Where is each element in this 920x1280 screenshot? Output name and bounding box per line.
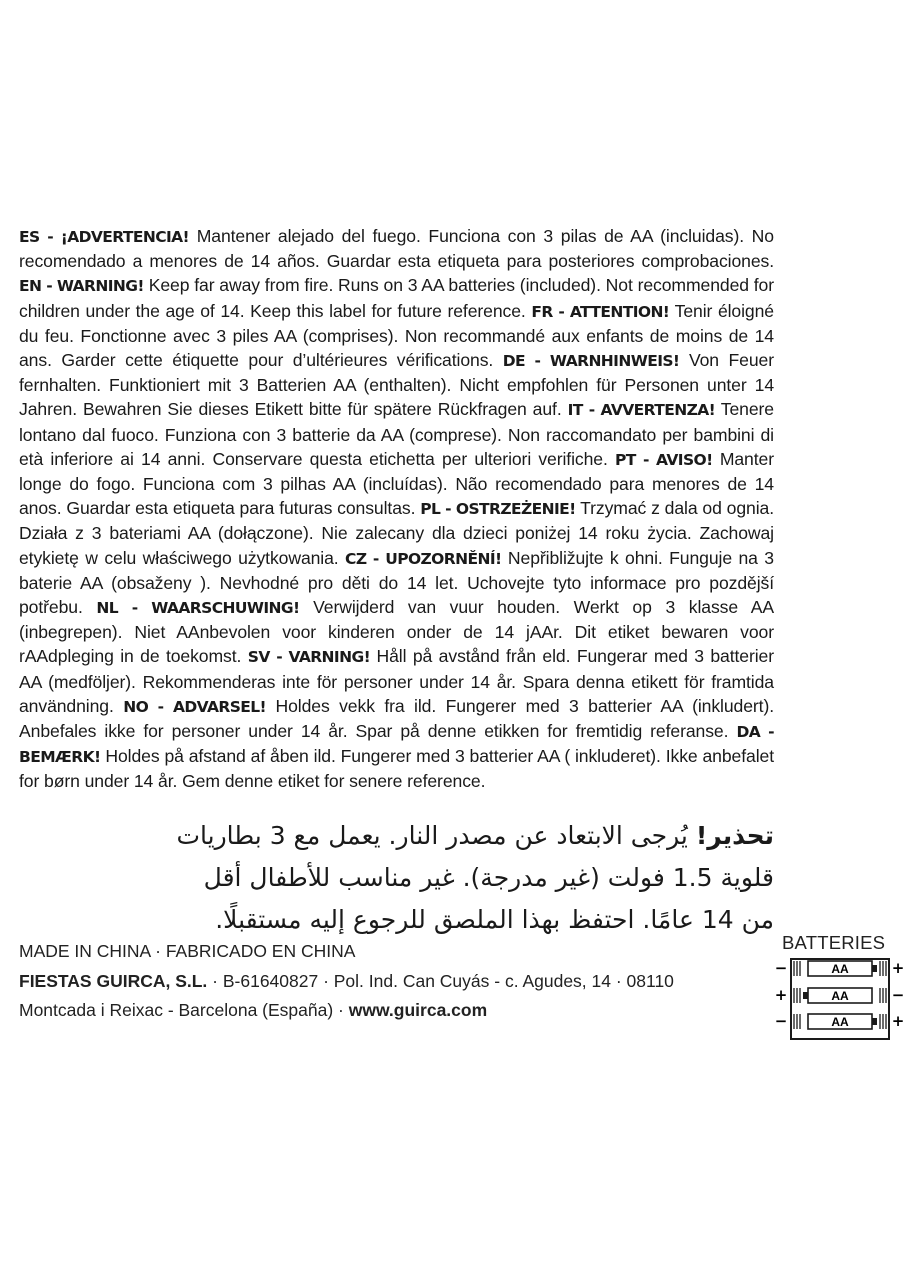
battery-title: BATTERIES <box>782 932 886 953</box>
battery-cell <box>775 986 905 1004</box>
battery-cell-label: AA <box>831 962 849 976</box>
warning-language-heading: IT - AVVERTENZA! <box>567 401 716 420</box>
warning-text: Holdes på afstand af åben ild. Fungerer med 3 batterier AA ( inkluderet). Ikke anbefalet for børn under 14 år. Gem denne etiket for senere reference. <box>19 746 774 792</box>
warning-language-heading: SV - VARNING! <box>247 648 371 667</box>
warning-text: Nepřibližujte k ohni. Funguje na 3 baterie AA (obsaženy ). Nevhodné pro děti do 14 let. Uchovejte tyto informace pro pozdější potřebu. <box>19 547 774 618</box>
address-line <box>19 1000 779 1021</box>
battery-holder-icon <box>770 958 910 1042</box>
polarity-sign: − <box>774 1012 788 1030</box>
warning-text: Tenere lontano dal fuoco. Funziona con 3 batterie da AA (comprese). Non raccomandato per bambini di età inferiore ai 14 anni. Conservare questa etichetta per ulteriori verifiche. <box>19 399 774 469</box>
warning-segment <box>19 226 774 271</box>
warning-text: Mantener alejado del fuego. Funciona con 3 pilas de AA (incluidas). No recomendado a menores de 14 años. Guardar esta etiqueta para posteriores comprobaciones. <box>19 226 774 272</box>
warning-text: Håll på avstånd från eld. Fungerar med 3 batterier AA (medföljer). Rekommenderas inte för personer under 14 år. Spara denna etikett för framtida användning. <box>19 646 774 716</box>
warning-language-heading: CZ - UPOZORNĚNÍ! <box>345 549 502 568</box>
warning-text: Keep far away from fire. Runs on 3 AA batteries (included). Not recommended for children under the age of 14. Keep this label for future reference. <box>19 275 774 321</box>
polarity-sign: + <box>774 986 788 1004</box>
warning-language-heading: PT - AVISO! <box>615 450 713 469</box>
arabic-warning <box>170 815 774 941</box>
warning-language-heading: NO - ADVARSEL! <box>123 697 267 716</box>
battery-cell <box>775 1012 905 1030</box>
company-address-1: · B-61640827 · Pol. Ind. Can Cuyás - c. Agudes, 14 · 08110 <box>207 971 674 991</box>
warning-language-heading: ES - ¡ADVERTENCIA! <box>19 228 190 246</box>
warning-language-heading: DA - BEMÆRK! <box>19 723 774 767</box>
multilingual-warnings <box>19 224 774 794</box>
polarity-sign: − <box>774 959 788 977</box>
warning-language-heading: FR - ATTENTION! <box>531 302 670 321</box>
arabic-warning-text: يُرجى الابتعاد عن مصدر النار. يعمل مع 3 بطاريات قلوية 1.5 فولت (غير مدرجة). غير مناسب للأطفال أقل من 14 عامًا. احتفظ بهذا الملصق للرجوع إليه مستقبلًا. <box>176 821 774 934</box>
warning-text: Manter longe do fogo. Funciona com 3 pilhas AA (incluídas). Não recomendado para menores de 14 anos. Guardar esta etiqueta para futuras consultas. <box>19 448 774 519</box>
warning-text: Verwijderd van vuur houden. Werkt op 3 klasse AA (inbegrepen). Niet AAnbevolen voor kinderen onder de 14 jAAr. Dit etiket bewaren voor rAAdpleging in de toekomst. <box>19 597 775 667</box>
warning-language-heading: PL - OSTRZEŻENIE! <box>420 500 576 519</box>
warning-language-heading: DE - WARNHINWEIS! <box>502 352 680 371</box>
warning-language-heading: NL - WAARSCHUWING! <box>96 599 300 618</box>
battery-cell-label: AA <box>831 1015 849 1029</box>
polarity-sign: + <box>891 959 905 977</box>
battery-cell <box>775 959 905 977</box>
polarity-sign: − <box>891 986 905 1004</box>
arabic-warning-heading: تحذير! <box>695 821 774 850</box>
warning-language-heading: EN - WARNING! <box>19 277 144 296</box>
company-name: FIESTAS GUIRCA, S.L. <box>19 971 208 991</box>
warning-text: Trzymać z dala od ognia. Działa z 3 bateriami AA (dołączone). Nie zalecany dla dzieci poniżej 14 roku życia. Zachowaj etykietę w celu właściwego użytkowania. <box>19 498 774 568</box>
company-line <box>19 971 779 992</box>
battery-diagram <box>770 930 910 1042</box>
warning-text: Tenir éloigné du feu. Fonctionne avec 3 piles AA (comprises). Non recommandé aux enfants de moins de 14 ans. Garder cette étiquette pour d’ultérieures vérifications. <box>19 300 774 371</box>
polarity-sign: + <box>891 1012 905 1030</box>
warning-text: Holdes vekk fra ild. Fungerer med 3 batterier AA (inkludert). Anbefales ikke for personer under 14 år. Spar på denne etikken for fremtidig referanse. <box>19 695 774 742</box>
company-website: www.guirca.com <box>348 1000 488 1020</box>
battery-cell-label: AA <box>831 989 849 1003</box>
warning-text: Von Feuer fernhalten. Funktioniert mit 3 Batterien AA (enthalten). Nicht empfohlen für Personen unter 14 Jahren. Bewahren Sie dieses Etikett bitte für spätere Rückfragen auf. <box>19 350 774 420</box>
company-address-2: Montcada i Reixac - Barcelona (España) · <box>19 1000 349 1020</box>
made-in-line <box>19 941 779 962</box>
made-in-text: MADE IN CHINA · FABRICADO EN CHINA <box>19 941 356 961</box>
warning-segment <box>19 696 774 741</box>
